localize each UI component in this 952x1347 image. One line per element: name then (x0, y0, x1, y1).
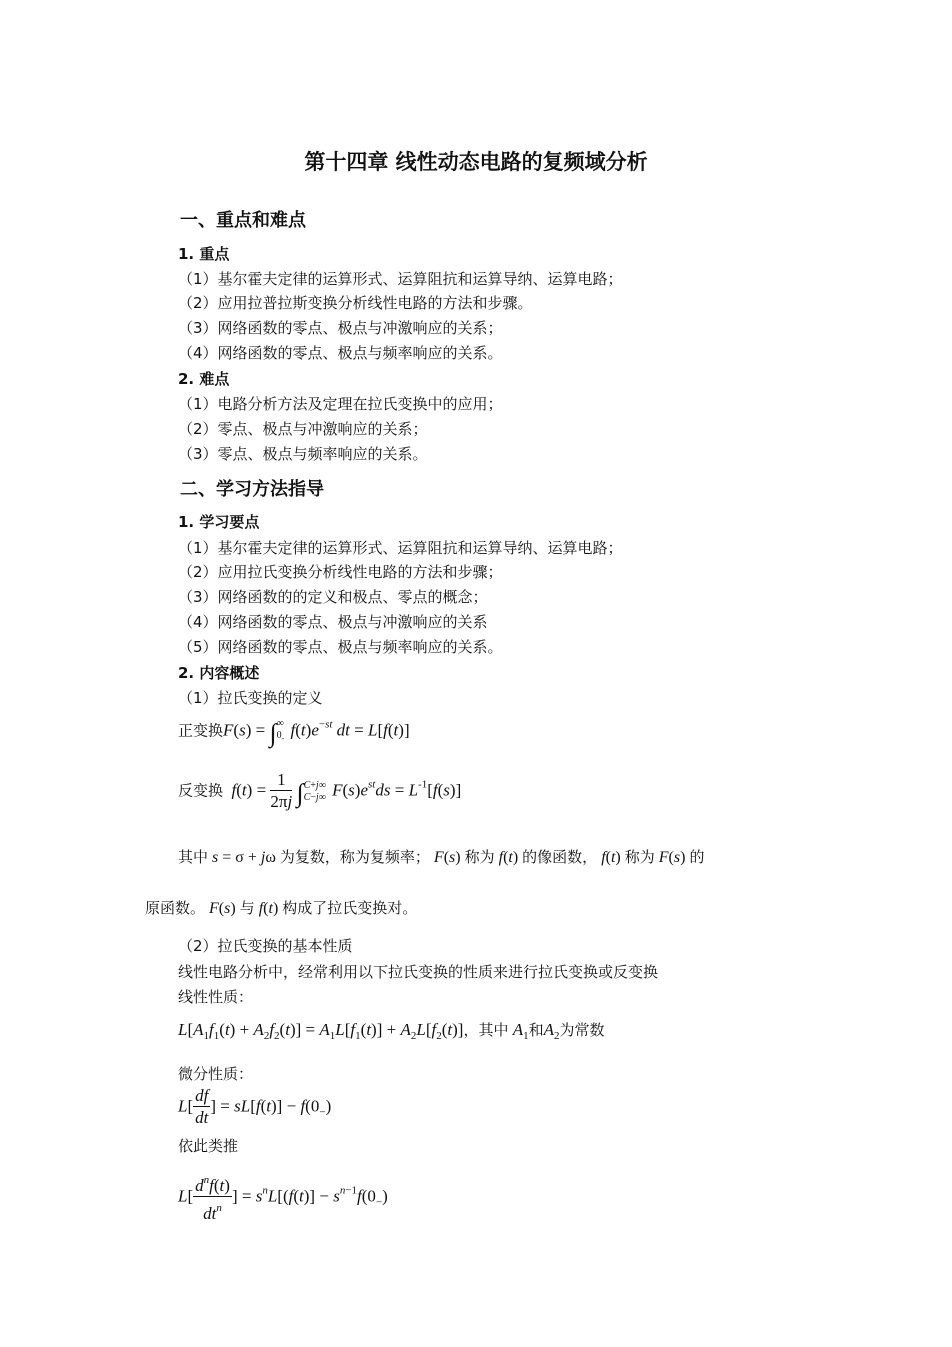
text-segment: 为复数，称为复频率； (279, 848, 430, 866)
text-segment: 其中 (178, 848, 209, 866)
list-item: （3）零点、极点与频率响应的关系。 (178, 445, 428, 463)
inverse-label: 反变换 (178, 781, 224, 800)
text-segment: 称为 (624, 848, 655, 866)
list-item: （3）网络函数的的定义和极点、零点的概念； (178, 588, 488, 606)
text-segment: ，其中 (463, 1021, 509, 1039)
forward-label: 正变换 (178, 721, 224, 740)
original-function-sentence: 原函数。 F(s) 与 f(t) 构成了拉氏变换对。 (145, 899, 418, 917)
list-item: （4）网络函数的零点、极点与冲激响应的关系 (178, 613, 488, 631)
differential-formula: L[ $\frac{df}{dt}$ ] = $sL[f(t)] - f(0_-)$ (178, 1086, 332, 1127)
text-segment: 与 (239, 899, 255, 917)
text-segment: 和 (528, 1021, 544, 1039)
list-item: （1）拉氏变换的定义 (178, 689, 323, 707)
linearity-formula: $L[A_1f_1(t) + A_2f_2(t)] = A_1L[f_1(t)] + A_2L[f_2(t)]$，其中 $A_1$和$A_2$为常数 (178, 1020, 605, 1042)
subheading-key: 1. 重点 (178, 245, 230, 263)
text-segment: 的像函数， (522, 848, 598, 866)
subheading-study-points: 1. 学习要点 (178, 513, 260, 531)
analogy-label: 依此类推 (178, 1137, 239, 1155)
list-item: （1）电路分析方法及定理在拉氏变换中的应用； (178, 395, 503, 413)
inverse-transform-formula: 反变换 f(t) = $\frac{1}{2\pi j}$ ∫ C+j∞ C−j∞ $F(s)e^{st}ds = L^{-1}[f(s)]$ (178, 770, 462, 811)
list-item: （2）应用拉普拉斯变换分析线性电路的方法和步骤。 (178, 294, 533, 312)
section-heading-study-method: 二、学习方法指导 (180, 479, 324, 500)
list-item: （1）基尔霍夫定律的运算形式、运算阻抗和运算导纳、运算电路； (178, 539, 623, 557)
text-segment: 为常数 (559, 1021, 605, 1039)
list-item: （1）基尔霍夫定律的运算形式、运算阻抗和运算导纳、运算电路； (178, 270, 623, 288)
forward-transform-formula: 正变换F(s) = ∫ ∞ $0_-$ $f(t)e^{-st}$ dt = L[f(t)] (178, 718, 410, 748)
section-heading-key-points: 一、重点和难点 (180, 210, 306, 231)
text-segment: 原函数。 (145, 899, 206, 917)
subheading-difficult: 2. 难点 (178, 370, 230, 388)
list-item: （3）网络函数的零点、极点与冲激响应的关系； (178, 319, 503, 337)
text-segment: 构成了拉氏变换对。 (282, 899, 418, 917)
list-item: （2）应用拉氏变换分析线性电路的方法和步骤； (178, 563, 503, 581)
subheading-overview: 2. 内容概述 (178, 664, 260, 682)
page-title: 第十四章 线性动态电路的复频域分析 (304, 150, 648, 174)
definition-sentence: 其中 s = σ + jω 为复数，称为复频率； F(s) 称为 f(t) 的像函数， f(t) 称为 F(s) 的 (178, 848, 705, 866)
nth-derivative-formula: L[ $\frac{d^nf(t)}{dt^n}$ ] = $s^nL[(f(t)] - s^{n-1}f(0_-)$ (178, 1170, 388, 1225)
linear-label: 线性性质： (178, 988, 254, 1006)
list-item: （2）拉氏变换的基本性质 (178, 937, 353, 955)
list-item: （5）网络函数的零点、极点与频率响应的关系。 (178, 638, 503, 656)
text-segment: 称为 (464, 848, 495, 866)
list-item: （4）网络函数的零点、极点与频率响应的关系。 (178, 344, 503, 362)
intro-text: 线性电路分析中，经常利用以下拉氏变换的性质来进行拉氏变换或反变换 (178, 963, 659, 981)
differential-label: 微分性质： (178, 1065, 254, 1083)
text-segment: 的 (689, 848, 705, 866)
list-item: （2）零点、极点与冲激响应的关系； (178, 420, 428, 438)
